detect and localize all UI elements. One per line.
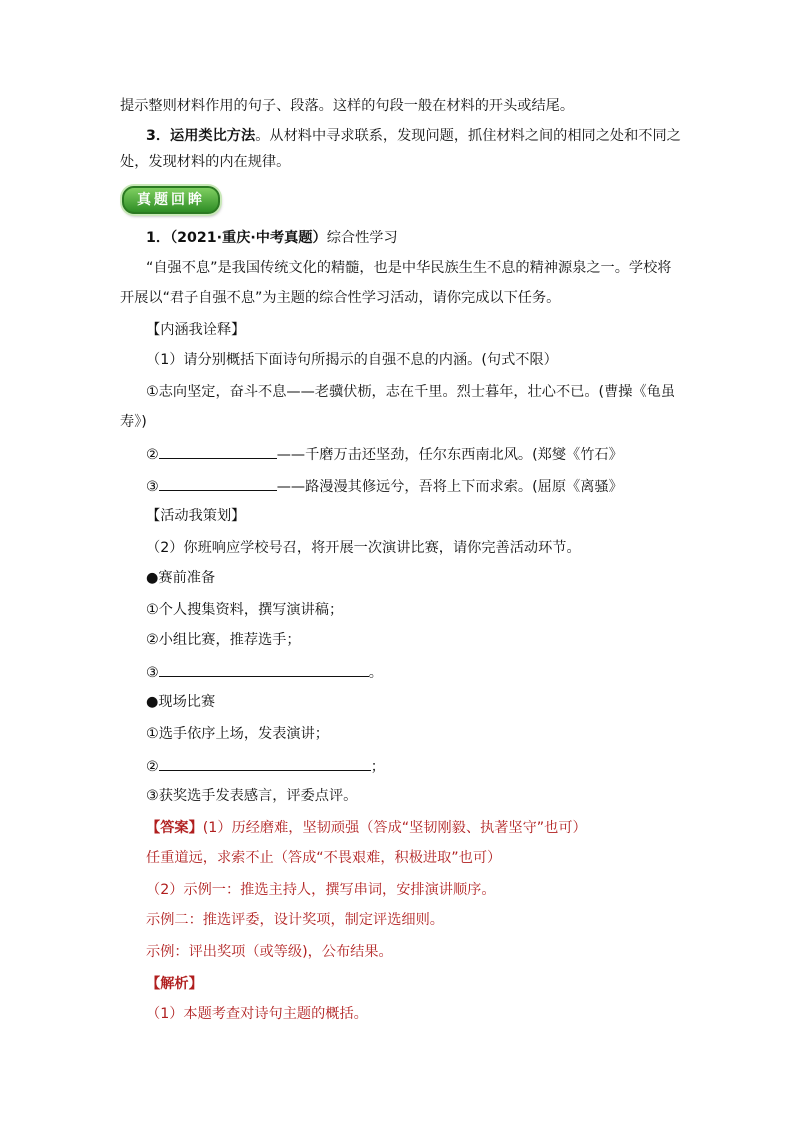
question-paragraph-line: “自强不息”是我国传统文化的精髓，也是中华民族生生不息的精神源泉之一。学校将 bbox=[146, 260, 672, 276]
poem-line: ①志向坚定，奋斗不息——老骥伏枥，志在千里。烈士暮年，壮心不已。(曹操《龟虽 bbox=[146, 384, 676, 400]
analysis-label: 【解析】 bbox=[146, 976, 203, 992]
list-item-end: ； bbox=[370, 759, 385, 775]
answer-line bbox=[146, 818, 587, 838]
section-heading-meaning: 【内涵我诠释】 bbox=[146, 322, 246, 338]
list-item bbox=[146, 662, 383, 683]
live-heading: ●现场比赛 bbox=[146, 694, 216, 710]
answer-line: （2）示例一：推选主持人，撰写串词，安排演讲顺序。 bbox=[146, 882, 496, 898]
question-topic: 综合性学习 bbox=[326, 230, 398, 246]
section-badge: 真题回眸 bbox=[122, 186, 220, 214]
list-item bbox=[146, 756, 385, 777]
answer-label: 【答案】 bbox=[146, 820, 203, 836]
point-3-text: 。从材料中寻求联系，发现问题，抓住材料之间的相同之处和不同之 bbox=[255, 128, 681, 144]
point-3-continued: 处，发现材料的内在规律。 bbox=[120, 154, 291, 170]
answer-line: 示例：评出奖项（或等级)，公布结果。 bbox=[146, 944, 393, 960]
q2-prompt: （2）你班响应学校号召，将开展一次演讲比赛，请你完善活动环节。 bbox=[146, 540, 581, 556]
answer-blank[interactable] bbox=[159, 476, 277, 491]
poem-text: ——千磨万击还坚劲，任尔东西南北风。(郑燮《竹石》 bbox=[276, 447, 623, 463]
prep-heading: ●赛前准备 bbox=[146, 570, 216, 586]
question-number-source: 1．（2021·重庆·中考真题） bbox=[146, 230, 327, 246]
answer-line: 任重道远，求索不止（答成“不畏艰难，积极进取”也可） bbox=[146, 850, 502, 866]
answer-blank[interactable] bbox=[159, 756, 371, 771]
intro-line: 提示整则材料作用的句子、段落。这样的句段一般在材料的开头或结尾。 bbox=[120, 98, 575, 114]
section-heading-planning: 【活动我策划】 bbox=[146, 508, 246, 524]
analysis-line: （1）本题考查对诗句主题的概括。 bbox=[146, 1006, 368, 1022]
point-3 bbox=[146, 126, 681, 146]
q1-prompt: （1）请分别概括下面诗句所揭示的自强不息的内涵。(句式不限） bbox=[146, 352, 558, 368]
question-paragraph-line: 开展以“君子自强不息”为主题的综合性学习活动，请你完成以下任务。 bbox=[120, 290, 561, 306]
point-3-label: 3．运用类比方法 bbox=[146, 128, 256, 144]
list-item: ②小组比赛，推荐选手； bbox=[146, 632, 301, 648]
poem-marker: ③ bbox=[146, 479, 159, 495]
answer-line: 示例二：推选评委，设计奖项，制定评选细则。 bbox=[146, 912, 444, 928]
question-heading bbox=[146, 228, 398, 248]
answer-text: (1）历经磨难，坚韧顽强（答成“坚韧刚毅、执著坚守”也可） bbox=[202, 820, 587, 836]
answer-blank[interactable] bbox=[159, 662, 369, 677]
poem-line: 寿》) bbox=[120, 414, 147, 430]
poem-line bbox=[146, 476, 623, 497]
poem-text: ——路漫漫其修远兮，吾将上下而求索。(屈原《离骚》 bbox=[276, 479, 623, 495]
poem-marker: ② bbox=[146, 447, 159, 463]
list-item: ③获奖选手发表感言，评委点评。 bbox=[146, 788, 358, 804]
list-item: ①个人搜集资料，撰写演讲稿； bbox=[146, 602, 344, 618]
list-item: ①选手依序上场，发表演讲； bbox=[146, 726, 329, 742]
list-marker: ③ bbox=[146, 665, 159, 681]
list-item-end: 。 bbox=[368, 665, 383, 681]
list-marker: ② bbox=[146, 759, 159, 775]
poem-line bbox=[146, 444, 623, 465]
answer-blank[interactable] bbox=[159, 444, 277, 459]
